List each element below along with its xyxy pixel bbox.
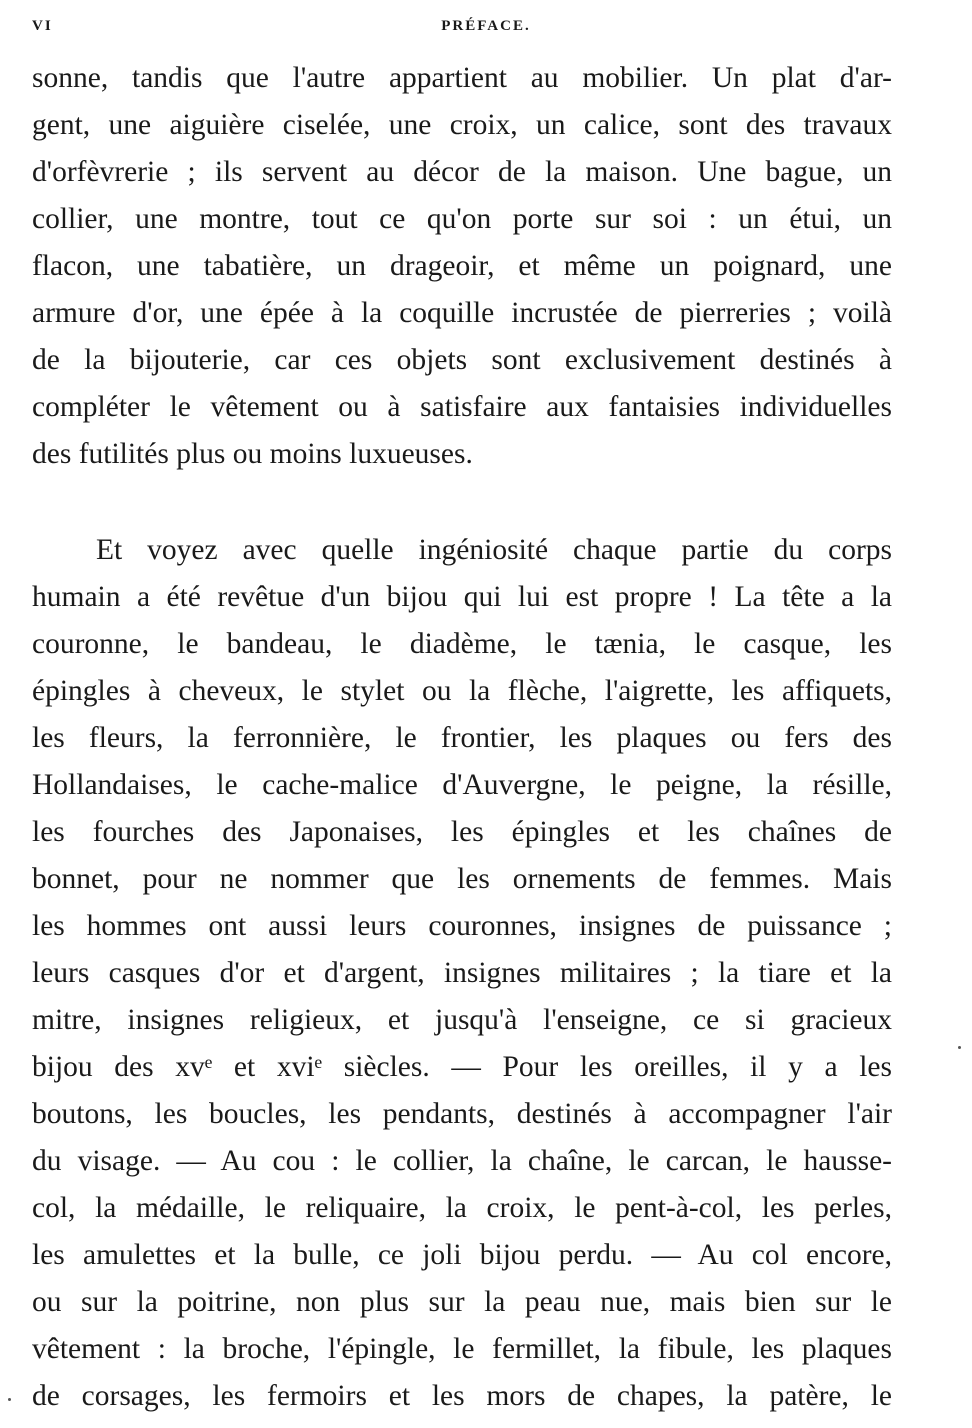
- running-title: PRÉFACE.: [441, 18, 531, 34]
- text-line: vêtement : la broche, l'épingle, le fermillet, la fibule, les plaques: [32, 1333, 892, 1365]
- text-line: bijou des xvᵉ et xviᵉ siècles. — Pour les oreilles, il y a les: [32, 1051, 892, 1083]
- text-line: des futilités plus ou moins luxueuses.: [32, 438, 473, 470]
- text-line: les amulettes et la bulle, ce joli bijou perdu. — Au col encore,: [32, 1239, 892, 1271]
- text-line: épingles à cheveux, le stylet ou la flèche, l'aigrette, les affiquets,: [32, 675, 892, 707]
- text-line: les fleurs, la ferronnière, le frontier, les plaques ou fers des: [32, 722, 892, 754]
- text-line: gent, une aiguière ciselée, une croix, un calice, sont des travaux: [32, 109, 892, 141]
- text-line: couronne, le bandeau, le diadème, le tænia, le casque, les: [32, 628, 892, 660]
- text-line: boutons, les boucles, les pendants, destinés à accompagner l'air: [32, 1098, 892, 1130]
- text-line: les fourches des Japonaises, les épingles et les chaînes de: [32, 816, 892, 848]
- text-line: d'orfèvrerie ; ils servent au décor de la maison. Une bague, un: [32, 156, 892, 188]
- text-line: de corsages, les fermoirs et les mors de chapes, la patère, le: [32, 1380, 892, 1412]
- text-line: du visage. — Au cou : le collier, la chaîne, le carcan, le hausse-: [32, 1145, 892, 1177]
- text-line: armure d'or, une épée à la coquille incrustée de pierreries ; voilà: [32, 297, 892, 329]
- text-line: ou sur la poitrine, non plus sur la peau nue, mais bien sur le: [32, 1286, 892, 1318]
- text-line: Hollandaises, le cache-malice d'Auvergne, le peigne, la résille,: [32, 769, 892, 801]
- scan-speck: [958, 1046, 961, 1049]
- text-line: leurs casques d'or et d'argent, insignes militaires ; la tiare et la: [32, 957, 892, 989]
- text-line: humain a été revêtue d'un bijou qui lui est propre ! La tête a la: [32, 581, 892, 613]
- text-line: flacon, une tabatière, un drageoir, et même un poignard, une: [32, 250, 892, 282]
- text-line: collier, une montre, tout ce qu'on porte sur soi : un étui, un: [32, 203, 892, 235]
- scan-speck: [8, 1398, 11, 1401]
- page-number: VI: [32, 18, 53, 34]
- text-line: de la bijouterie, car ces objets sont exclusivement destinés à: [32, 344, 892, 376]
- text-line: bonnet, pour ne nommer que les ornements de femmes. Mais: [32, 863, 892, 895]
- text-line: Et voyez avec quelle ingéniosité chaque partie du corps: [96, 534, 892, 566]
- running-head: [32, 18, 940, 44]
- text-line: les hommes ont aussi leurs couronnes, insignes de puissance ;: [32, 910, 892, 942]
- text-line: col, la médaille, le reliquaire, la croix, le pent-à-col, les perles,: [32, 1192, 892, 1224]
- text-line: mitre, insignes religieux, et jusqu'à l'enseigne, ce si gracieux: [32, 1004, 892, 1036]
- text-line: sonne, tandis que l'autre appartient au mobilier. Un plat d'ar-: [32, 62, 892, 94]
- text-line: compléter le vêtement ou à satisfaire aux fantaisies individuelles: [32, 391, 892, 423]
